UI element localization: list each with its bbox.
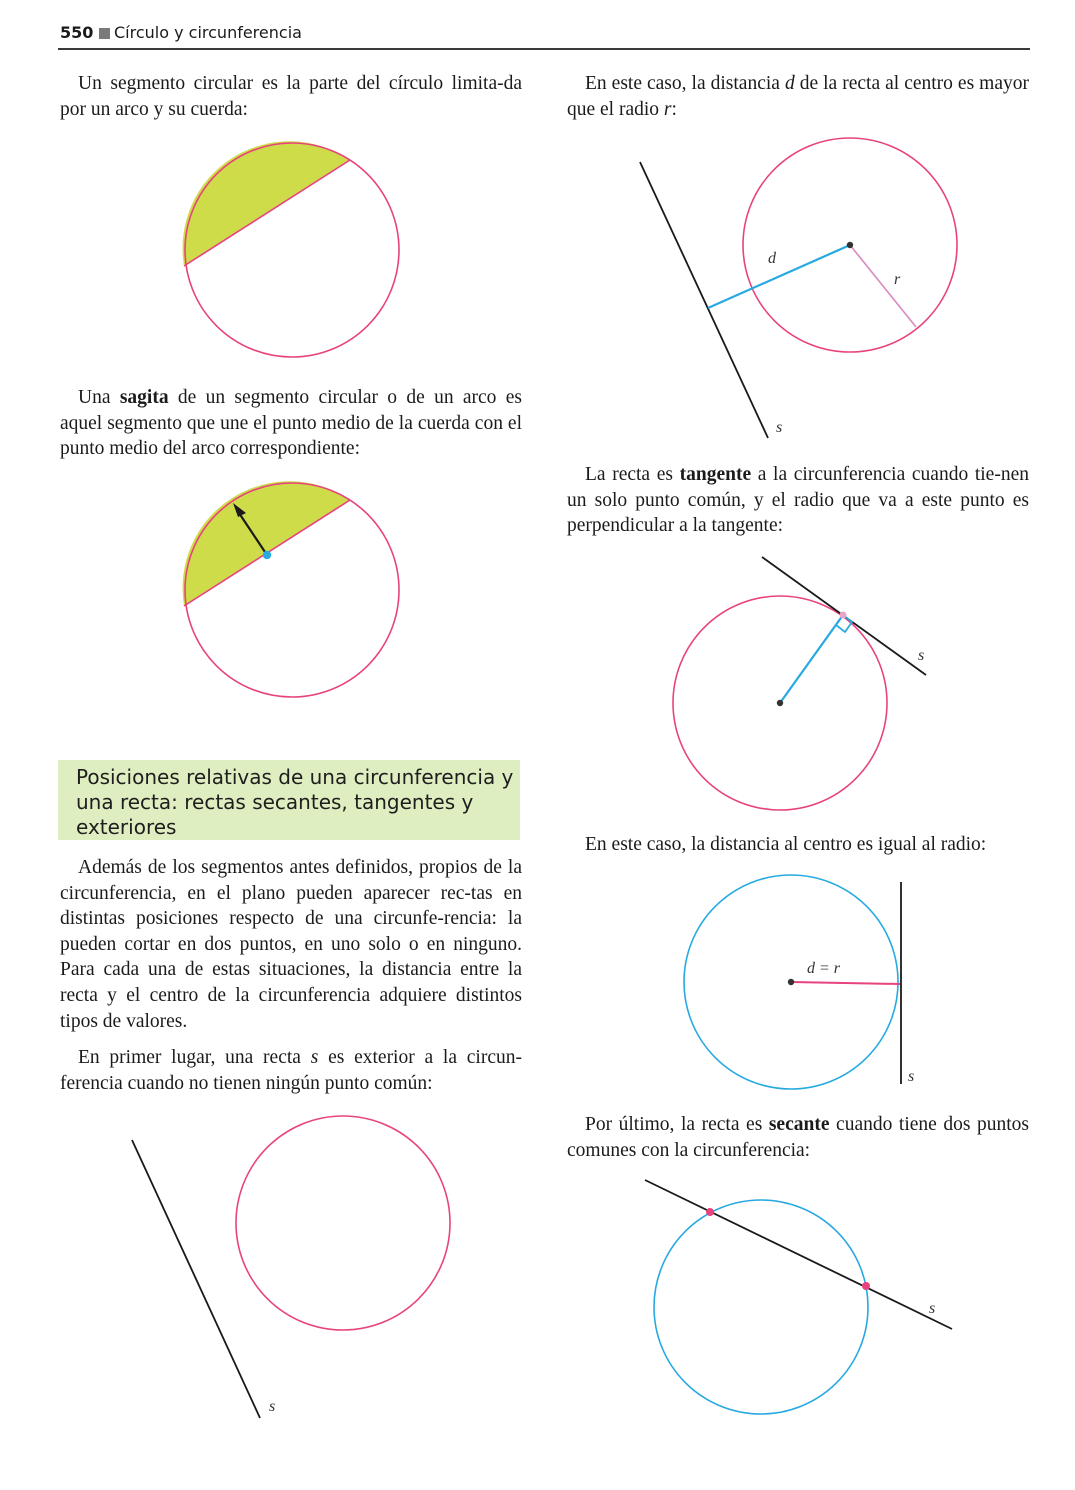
paragraph-sagita: Una sagita de un segmento circular o de un arco es aquel segmento que une el punto medio de la cuerda con el punto medio del arco correspondiente: bbox=[60, 387, 522, 460]
page-number: 550 bbox=[60, 23, 94, 42]
figure-tangent-distance bbox=[670, 870, 940, 1100]
term-tangente: tangente bbox=[679, 464, 752, 485]
header-square-icon bbox=[99, 28, 110, 39]
paragraph-segmento-circular: Un segmento circular es la parte del círculo limita-da por un arco y su cuerda: bbox=[60, 73, 522, 120]
paragraph-distance-greater: En este caso, la distancia d de la recta al centro es mayor que el radio r: bbox=[567, 73, 1029, 120]
paragraph-posiciones: Además de los segmentos antes definidos, propios de la circunferencia, en el plano pueden aparecer rec-tas en distintas posiciones respecto de una circunfe-rencia: la pueden cortar en dos puntos, en uno solo o en ninguno. Para cada una de estas situaciones, la distancia entre la recta y el centro de la circunferencia adquiere distintos tipos de valores. bbox=[60, 857, 522, 1032]
paragraph-igual-radio: En este caso, la distancia al centro es igual al radio: bbox=[585, 834, 987, 855]
figure-exterior-distance bbox=[630, 130, 970, 440]
center-dot bbox=[777, 700, 783, 706]
term-secante: secante bbox=[768, 1114, 830, 1135]
segment-fill bbox=[183, 141, 350, 266]
section-title: Posiciones relativas de una circunferencia y una recta: rectas secantes, tangentes y exteriores bbox=[76, 765, 514, 839]
label-s: s bbox=[918, 647, 925, 664]
distance-d bbox=[708, 245, 850, 308]
label-d-eq-r: d = r bbox=[807, 960, 841, 977]
label-s: s bbox=[908, 1068, 915, 1085]
radius-to-tangent bbox=[780, 615, 843, 703]
circle bbox=[236, 1116, 450, 1330]
term-sagita: sagita bbox=[119, 387, 169, 408]
line-s bbox=[132, 1140, 260, 1418]
figure-circular-segment bbox=[160, 135, 420, 375]
intersection-point-2 bbox=[862, 1282, 870, 1290]
page-header bbox=[58, 20, 1030, 50]
segment-fill bbox=[183, 481, 350, 606]
label-s: s bbox=[776, 419, 783, 436]
line-s bbox=[640, 162, 768, 438]
tangency-point bbox=[840, 612, 847, 619]
label-d: d bbox=[768, 250, 776, 267]
radius-r bbox=[850, 245, 916, 327]
distance-d-eq-r bbox=[791, 982, 900, 984]
secant-line-s bbox=[645, 1180, 952, 1329]
section-title-box bbox=[58, 760, 520, 840]
label-s: s bbox=[929, 1300, 936, 1317]
center-dot bbox=[847, 242, 853, 248]
circle bbox=[654, 1200, 868, 1414]
chapter-title: Círculo y circunferencia bbox=[114, 23, 302, 42]
paragraph-exterior: En primer lugar, una recta s es exterior a la circun-ferencia cuando no tienen ningún punto común: bbox=[60, 1047, 522, 1094]
chord-midpoint-dot bbox=[263, 551, 271, 559]
center-dot bbox=[788, 979, 794, 985]
figure-secant bbox=[640, 1175, 960, 1425]
paragraph-secante: Por último, la recta es secante cuando tiene dos puntos comunes con la circunferencia: bbox=[567, 1114, 1030, 1161]
label-r: r bbox=[894, 271, 901, 288]
label-s: s bbox=[269, 1398, 276, 1415]
figure-sagita bbox=[160, 475, 420, 715]
intersection-point-1 bbox=[706, 1208, 714, 1216]
paragraph-tangente: La recta es tangente a la circunferencia cuando tie-nen un solo punto común, y el radio que va a este punto es perpendicular a la tangente: bbox=[567, 464, 1029, 537]
figure-tangent bbox=[660, 550, 950, 820]
figure-exterior-line bbox=[120, 1110, 480, 1430]
